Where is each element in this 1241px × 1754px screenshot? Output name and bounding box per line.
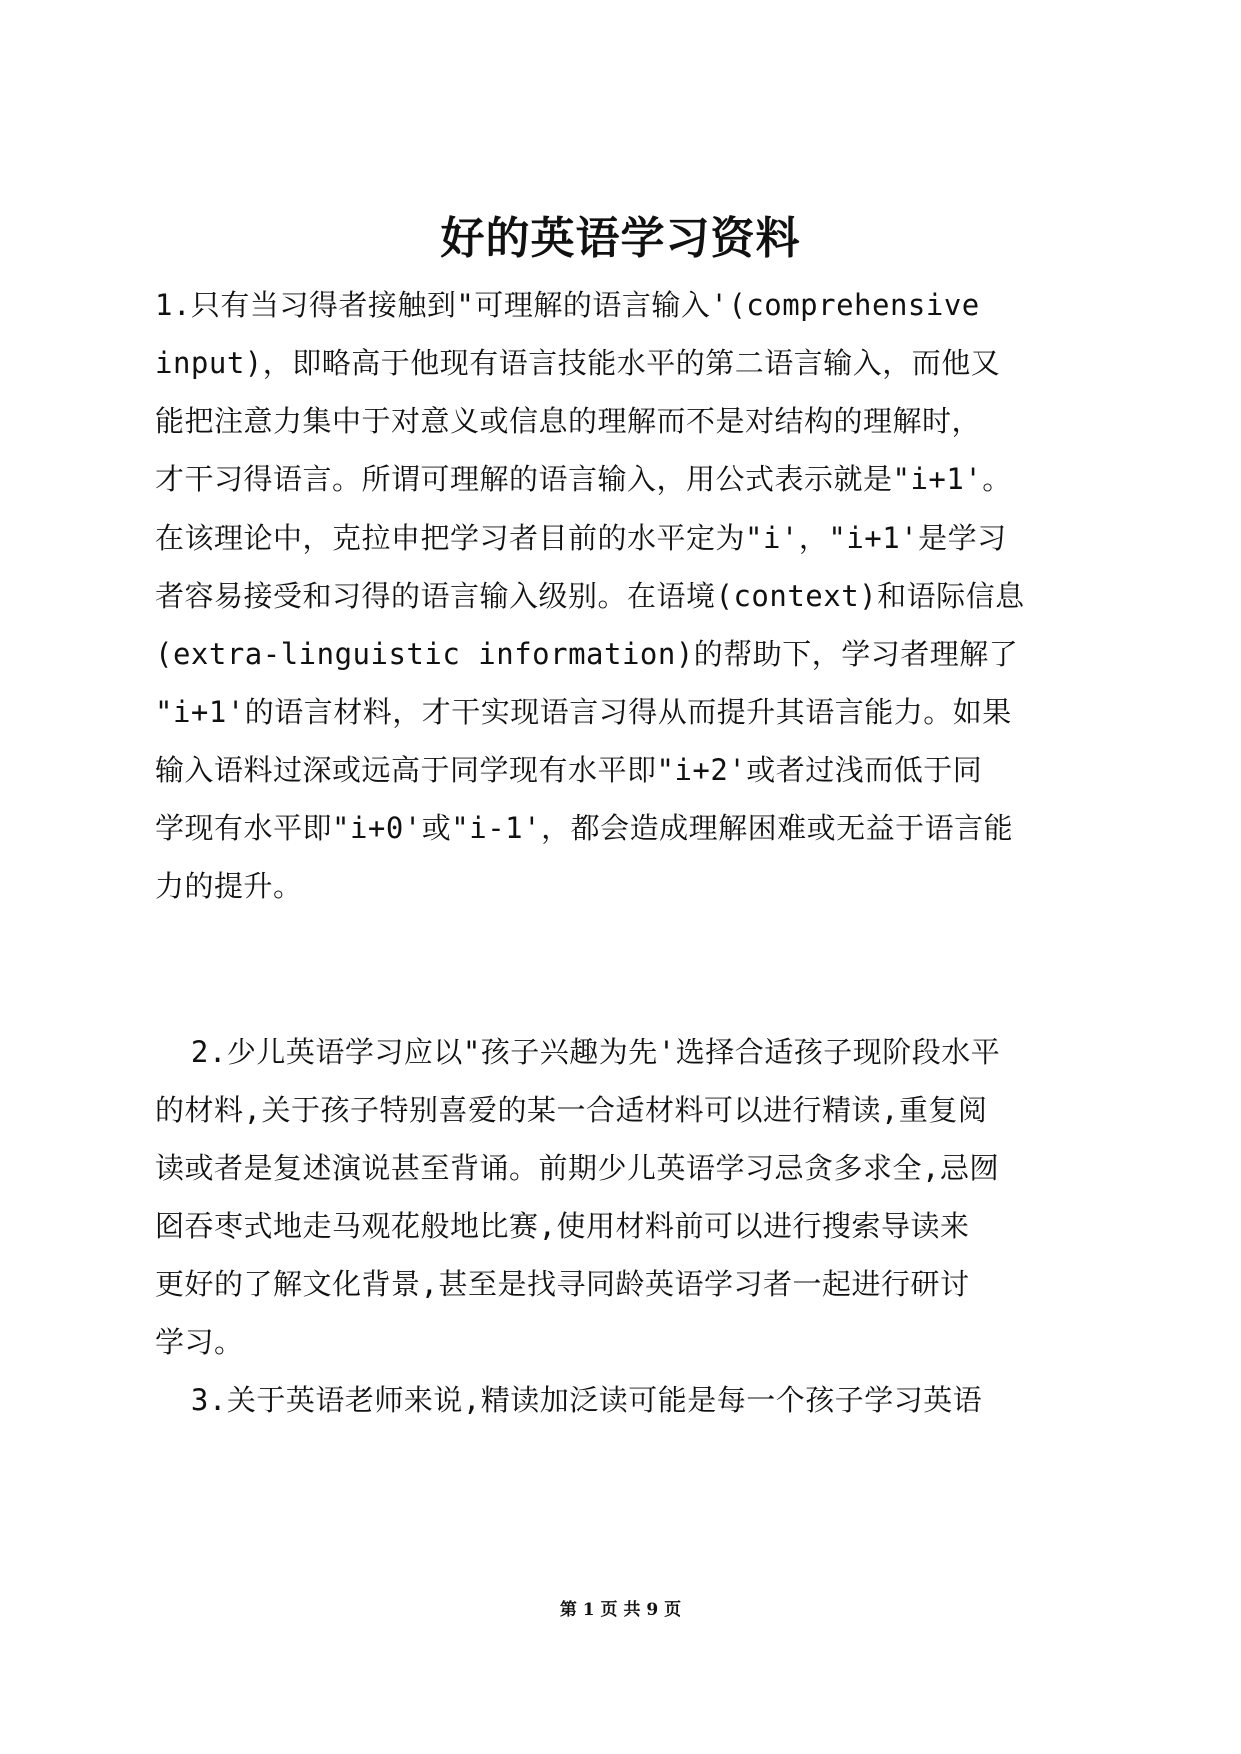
body-line: input)，即略高于他现有语言技能水平的第二语言输入，而他又: [155, 346, 1001, 380]
page-number-footer: 第 1 页 共 9 页: [559, 1600, 682, 1620]
body-line: 学习。: [155, 1325, 244, 1359]
body-line: 能把注意力集中于对意义或信息的理解而不是对结构的理解时，: [155, 404, 982, 438]
body-line: 学现有水平即"i+0'或"i-1'，都会造成理解困难或无益于语言能: [155, 811, 1014, 845]
body-line: 才干习得语言。所谓可理解的语言输入，用公式表示就是"i+1'。: [155, 462, 1012, 496]
document-title: 好的英语学习资料: [440, 213, 801, 265]
body-line: 更好的了解文化背景,甚至是找寻同龄英语学习者一起进行研讨: [155, 1267, 970, 1301]
body-line: 3.关于英语老师来说,精读加泛读可能是每一个孩子学习英语: [155, 1383, 983, 1417]
body-line: 2.少儿英语学习应以"孩子兴趣为先'选择合适孩子现阶段水平: [155, 1035, 1001, 1069]
body-line: 囵吞枣式地走马观花般地比赛,使用材料前可以进行搜索导读来: [155, 1209, 970, 1243]
body-line: 在该理论中，克拉申把学习者目前的水平定为"i'，"i+1'是学习: [155, 521, 1007, 555]
body-line: "i+1'的语言材料，才干实现语言习得从而提升其语言能力。如果: [155, 695, 1012, 729]
body-line: 力的提升。: [155, 869, 303, 903]
body-line: 1.只有当习得者接触到"可理解的语言输入'(comprehensive: [155, 288, 980, 322]
body-line: 读或者是复述演说甚至背诵。前期少儿英语学习忌贪多求全,忌囫: [155, 1151, 999, 1185]
body-line: (extra-linguistic information)的帮助下，学习者理解了: [155, 637, 1019, 671]
body-line: 的材料,关于孩子特别喜爱的某一合适材料可以进行精读,重复阅: [155, 1093, 988, 1127]
body-line: 输入语料过深或远高于同学现有水平即"i+2'或者过浅而低于同: [155, 753, 983, 787]
body-line: 者容易接受和习得的语言输入级别。在语境(context)和语际信息: [155, 579, 1025, 613]
